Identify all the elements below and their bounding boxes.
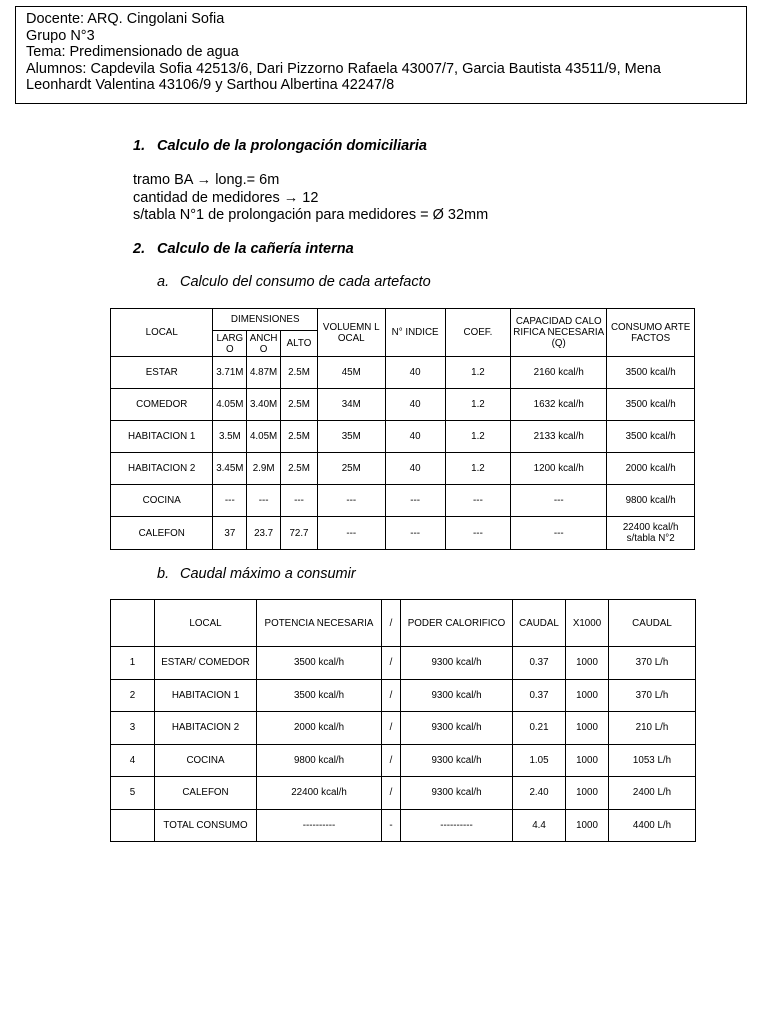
table-cell: 9300 kcal/h <box>401 777 513 810</box>
prolongacion-info <box>133 172 488 225</box>
table-cell: 1000 <box>566 647 609 680</box>
docente-line: Docente: ARQ. Cingolani Sofia <box>26 11 225 27</box>
table-cell: / <box>382 679 401 712</box>
table-cell: 37 <box>213 517 247 550</box>
table-cell: 3500 kcal/h <box>257 647 382 680</box>
subsection-b-title-text: Caudal máximo a consumir <box>180 566 356 582</box>
table-cell: ---------- <box>401 809 513 841</box>
table-cell: --- <box>511 517 607 550</box>
table-cell: 3 <box>111 712 155 745</box>
table-row <box>111 357 695 389</box>
table-row <box>111 517 695 550</box>
table-cell: 2133 kcal/h <box>511 421 607 453</box>
table-cell: --- <box>445 485 510 517</box>
table-cell: 1.2 <box>445 421 510 453</box>
alumnos-line-1: Alumnos: Capdevila Sofia 42513/6, Dari Pizzorno Rafaela 43007/7, Garcia Bautista 43511/9, Mena <box>26 60 661 77</box>
header-poder: PODER CALORIFICO <box>401 600 513 647</box>
table-cell: 2.5M <box>281 389 318 421</box>
table-cell: 9300 kcal/h <box>401 712 513 745</box>
section-2-number: 2. <box>133 241 146 257</box>
header-x1000: X1000 <box>566 600 609 647</box>
table-cell: 1053 L/h <box>609 744 696 777</box>
table-cell: 3.71M <box>213 357 247 389</box>
table-cell: --- <box>281 485 318 517</box>
table-cell: 2.40 <box>513 777 566 810</box>
header-consumo: CONSUMO ARTEFACTOS <box>607 309 695 357</box>
header-indice: N° INDICE <box>385 309 445 357</box>
table-cell: 2160 kcal/h <box>511 357 607 389</box>
table-cell: 2.5M <box>281 357 318 389</box>
header-div: / <box>382 600 401 647</box>
table-cell: 1.05 <box>513 744 566 777</box>
table-cell: 2400 L/h <box>609 777 696 810</box>
header-caudal: CAUDAL <box>609 600 696 647</box>
table-row <box>111 712 696 745</box>
table-cell: 2 <box>111 679 155 712</box>
table-cell: 22400 kcal/h <box>257 777 382 810</box>
table-cell: 1000 <box>566 809 609 841</box>
table-row <box>111 679 696 712</box>
table-cell: 1.2 <box>445 357 510 389</box>
table-cell: 210 L/h <box>609 712 696 745</box>
table-cell: 1000 <box>566 777 609 810</box>
header-caudal-l: CAUDAL <box>513 600 566 647</box>
header-volumen: VOLUEMN LOCAL <box>317 309 385 357</box>
header-potencia: POTENCIA NECESARIA <box>257 600 382 647</box>
table-cell: 45M <box>317 357 385 389</box>
table-cell: 4.05M <box>213 389 247 421</box>
table-cell: CALEFON <box>155 777 257 810</box>
table-cell: 4.05M <box>247 421 281 453</box>
table-cell: 0.37 <box>513 679 566 712</box>
section-2-title <box>133 241 354 257</box>
table-cell: 35M <box>317 421 385 453</box>
info-line: s/tabla N°1 de prolongación para medidores = Ø 32mm <box>133 207 489 223</box>
header-box <box>15 6 747 104</box>
table-cell: --- <box>511 485 607 517</box>
table-cell: 9300 kcal/h <box>401 647 513 680</box>
section-2-title-text: Calculo de la cañería interna <box>157 241 354 257</box>
header-local: LOCAL <box>111 309 213 357</box>
table-cell: 4 <box>111 744 155 777</box>
table-cell: 370 L/h <box>609 679 696 712</box>
table-cell: 1000 <box>566 679 609 712</box>
table-cell: 3.45M <box>213 453 247 485</box>
table-cell: 9300 kcal/h <box>401 679 513 712</box>
table-cell: 1.2 <box>445 389 510 421</box>
table-cell: 4.4 <box>513 809 566 841</box>
info-line: cantidad de medidores → 12 <box>133 189 319 206</box>
table-row <box>111 809 696 841</box>
table-cell: / <box>382 777 401 810</box>
table-cell: 40 <box>385 421 445 453</box>
table-cell: --- <box>385 517 445 550</box>
info-line: tramo BA → long.= 6m <box>133 172 280 188</box>
artefactos-table <box>110 308 695 550</box>
table-cell: --- <box>317 517 385 550</box>
table-cell: 370 L/h <box>609 647 696 680</box>
table-cell: 1 <box>111 647 155 680</box>
table-cell: 1632 kcal/h <box>511 389 607 421</box>
table-cell: CALEFON <box>111 517 213 550</box>
table-cell: 3500 kcal/h <box>257 679 382 712</box>
table-cell: 2000 kcal/h <box>257 712 382 745</box>
table-cell: --- <box>385 485 445 517</box>
table-cell: / <box>382 744 401 777</box>
header-capacidad: CAPACIDAD CALORIFICA NECESARIA (Q) <box>511 309 607 357</box>
table-cell: 2.5M <box>281 453 318 485</box>
table-row <box>111 453 695 485</box>
table-cell: ---------- <box>257 809 382 841</box>
subsection-b-title <box>157 566 356 582</box>
table-cell: 40 <box>385 389 445 421</box>
table-row <box>111 485 695 517</box>
table-cell: 2.5M <box>281 421 318 453</box>
table-cell: 34M <box>317 389 385 421</box>
subsection-a-title <box>157 274 431 290</box>
table-cell: 25M <box>317 453 385 485</box>
header-largo: LARGO <box>213 331 247 357</box>
table-cell: 3500 kcal/h <box>607 389 695 421</box>
table-cell: HABITACION 1 <box>111 421 213 453</box>
table-cell: --- <box>247 485 281 517</box>
table-cell: HABITACION 2 <box>155 712 257 745</box>
table-cell: 40 <box>385 453 445 485</box>
table-cell: 0.21 <box>513 712 566 745</box>
table-cell: 40 <box>385 357 445 389</box>
table-cell <box>111 809 155 841</box>
table-cell: 2.9M <box>247 453 281 485</box>
header-ancho: ANCHO <box>247 331 281 357</box>
subsection-b-letter: b. <box>157 566 170 582</box>
table-cell: 5 <box>111 777 155 810</box>
caudal-table <box>110 599 696 842</box>
table-cell: 9800 kcal/h <box>257 744 382 777</box>
table-cell: --- <box>445 517 510 550</box>
table-cell: 9300 kcal/h <box>401 744 513 777</box>
table-cell: - <box>382 809 401 841</box>
header-num <box>111 600 155 647</box>
grupo-line: Grupo N°3 <box>26 27 95 44</box>
table-cell: 22400 kcal/h s/tabla N°2 <box>607 517 695 550</box>
table-cell: 3500 kcal/h <box>607 421 695 453</box>
table-row <box>111 744 696 777</box>
table-cell: --- <box>213 485 247 517</box>
table-cell: 4400 L/h <box>609 809 696 841</box>
table-cell: HABITACION 1 <box>155 679 257 712</box>
table-cell: TOTAL CONSUMO <box>155 809 257 841</box>
table-cell: 23.7 <box>247 517 281 550</box>
header-coef: COEF. <box>445 309 510 357</box>
table-cell: 1.2 <box>445 453 510 485</box>
section-1-title <box>133 138 427 154</box>
table-row <box>111 647 696 680</box>
table-cell: ESTAR/ COMEDOR <box>155 647 257 680</box>
header-local: LOCAL <box>155 600 257 647</box>
header-dimensiones: DIMENSIONES <box>213 309 318 331</box>
table-cell: 3.5M <box>213 421 247 453</box>
table-cell: 0.37 <box>513 647 566 680</box>
table-cell: 2000 kcal/h <box>607 453 695 485</box>
section-1-title-text: Calculo de la prolongación domiciliaria <box>157 138 427 154</box>
header-alto: ALTO <box>281 331 318 357</box>
table-cell: / <box>382 647 401 680</box>
subsection-a-title-text: Calculo del consumo de cada artefacto <box>180 274 431 290</box>
alumnos-line-2: Leonhardt Valentina 43106/9 y Sarthou Albertina 42247/8 <box>26 77 395 94</box>
table-cell: --- <box>317 485 385 517</box>
table-cell: 4.87M <box>247 357 281 389</box>
table-cell: 1000 <box>566 712 609 745</box>
table-cell: 1000 <box>566 744 609 777</box>
table-cell: 1200 kcal/h <box>511 453 607 485</box>
table-cell: 72.7 <box>281 517 318 550</box>
table-cell: 3500 kcal/h <box>607 357 695 389</box>
table-cell: COCINA <box>155 744 257 777</box>
subsection-a-letter: a. <box>157 274 170 290</box>
table-cell: COMEDOR <box>111 389 213 421</box>
table-cell: 9800 kcal/h <box>607 485 695 517</box>
table-cell: / <box>382 712 401 745</box>
section-1-number: 1. <box>133 138 146 154</box>
table-row <box>111 777 696 810</box>
table-cell: HABITACION 2 <box>111 453 213 485</box>
table-cell: ESTAR <box>111 357 213 389</box>
table-cell: COCINA <box>111 485 213 517</box>
table-cell: 3.40M <box>247 389 281 421</box>
tema-line: Tema: Predimensionado de agua <box>26 44 239 61</box>
table-row <box>111 389 695 421</box>
table-row <box>111 421 695 453</box>
